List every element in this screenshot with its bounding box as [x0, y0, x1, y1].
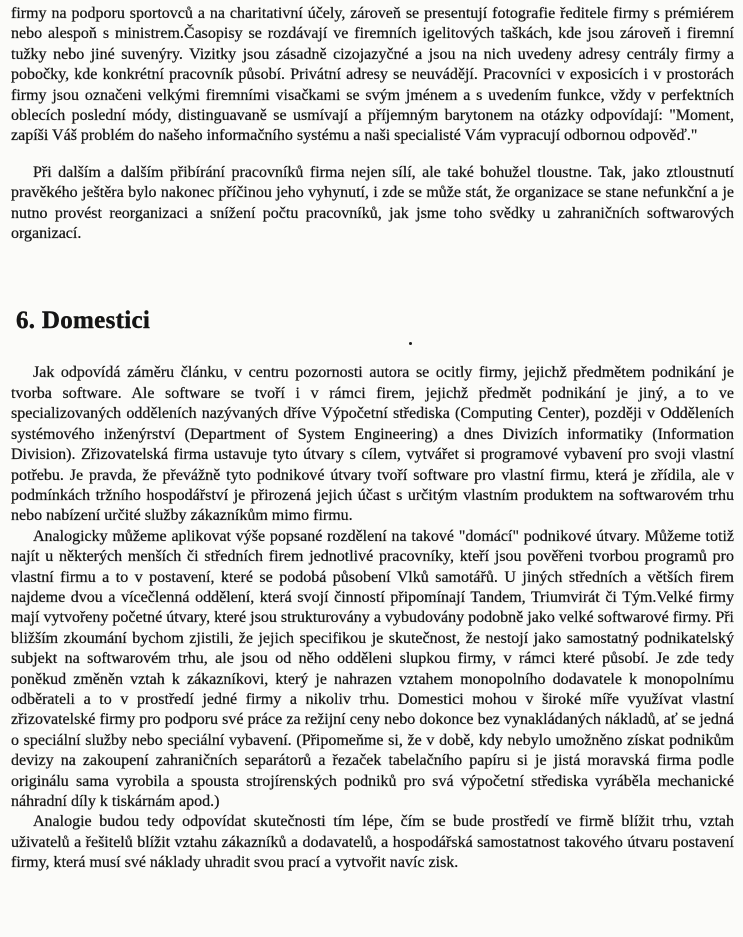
- body-paragraph: Analogie budou tedy odpovídat skutečnosti tím lépe, čím se bude prostředí ve firmě blížit trhu, vztah uživatelů a řešitelů blížit vztahu zákazníků a dodavatelů, a hospodářská samostatnost takového útvaru postavení firmy, která musí své náklady uhradit svou prací a vytvořit navíc zisk.: [11, 813, 734, 872]
- body-paragraph: firmy na podporu sportovců a na charitativní účely, zároveň se presentují fotografie ředitele firmy s prémiérem nebo alespoň s ministrem.Časopisy se rozdávají ve firemních igelitových taškách, kde jsou zároveň i firemní tužky nebo jiné suvenýry. Vizitky jsou zásadně cizojazyčné a jsou na nich uvedeny adresy centrály firmy a pobočky, kde konkrétní pracovník působí. Privátní adresy se neuvádějí. Pracovníci v exposicích i v prostorách firmy jsou označeni velkými firemními visačkami se svým jménem a s uvedením funkce, vždy v perfektních oblecích poslední módy, distinguavaně se usmívají a příjemným barytonem na otázky odpovídají: "Moment, zapíši Váš problém do našeho informačního systému a naši specialisté Vám vypracují odbornou odpověď.": [11, 5, 734, 145]
- body-paragraph: Při dalším a dalším přibírání pracovníků firma nejen sílí, ale také bohužel tloustne. Tak, jako ztloustnutí pravěkého ještěra bylo nakonec příčinou jeho vyhynutí, i zde se může stát, že organizace se stane nefunkční a je nutno provést reorganizaci a snížení počtu pracovníků, jak jsme toho svědky u zahraničních softwarových organizací.: [11, 163, 734, 243]
- body-paragraph: Jak odpovídá záměru článku, v centru pozornosti autora se ocitly firmy, jejichž předmětem podnikání je tvorba software. Ale software se tvoří i v rámci firem, jejichž předmět podnikání je jiný, a to ve specializovaných odděleních nazývaných dříve Výpočetní střediska (Computing Center), později v Odděleních systémového inženýrství (Department of System Engineering) a dnes Divizích informatiky (Information Division). Zřizovatelská firma ustavuje tyto útvary s cílem, vytvářet si programové vybavení pro svoji vlastní potřebu. Je pravda, že převážně tyto podnikové útvary tvoří software pro vlastní firmu, která je zřídila, ale v podmínkách tržního hospodářství je přirozená jejich účast s určitým vlastním produktem na softwarovém trhu nebo nabízení určité služby zákazníkům mimo firmu.: [11, 364, 734, 525]
- section-heading: 6. Domestici: [16, 307, 151, 335]
- scan-speck-dot: [409, 342, 412, 345]
- body-paragraph: Analogicky můžeme aplikovat výše popsané rozdělení na takové "domácí" podnikové útvary. Můžeme totiž najít u některých menších či středních firem jednotlivé pracovníky, kteří jsou pověřeni tvorbou programů pro vlastní firmu a to v postavení, které se podobá působení Vlků samotářů. U jiných středních a větších firem najdeme dvou a vícečlenná oddělení, která svojí činností připomínají Tandem, Triumvirát či Tým.Velké firmy mají vytvořeny početné útvary, které jsou strukturovány a vybudovány podobně jako velké softwarové firmy. Při bližším zkoumání bychom zjistili, že jejich specifikou je skutečnost, že nestojí jako samostatný podnikatelský subjekt na softwarovém trhu, ale jsou od něho odděleni slupkou firmy, v rámci které působí. Je zde tedy poněkud změněn vztah k zákazníkovi, který je nahrazen vztahem monopolního dodavatele k monopolnímu odběrateli a to v prostředí jedné firmy a nikoliv trhu. Domestici mohou v široké míře využívat vlastní zřizovatelské firmy pro podporu své práce za režijní ceny nebo dokonce bez vynakládaných nákladů, ať se jedná o speciální služby nebo speciální vybavení. (Připomeňme si, že v době, kdy nebylo umožněno získat podnikům devizy na zakoupení zahraničních separátorů a řezaček tabelačního papíru si je jistá moravská firma podle originálu sama vyrobila a spousta strojírenských podniků pro svá výpočetní střediska vyráběla mechanické náhradní díly k tiskárnám apod.): [11, 527, 734, 810]
